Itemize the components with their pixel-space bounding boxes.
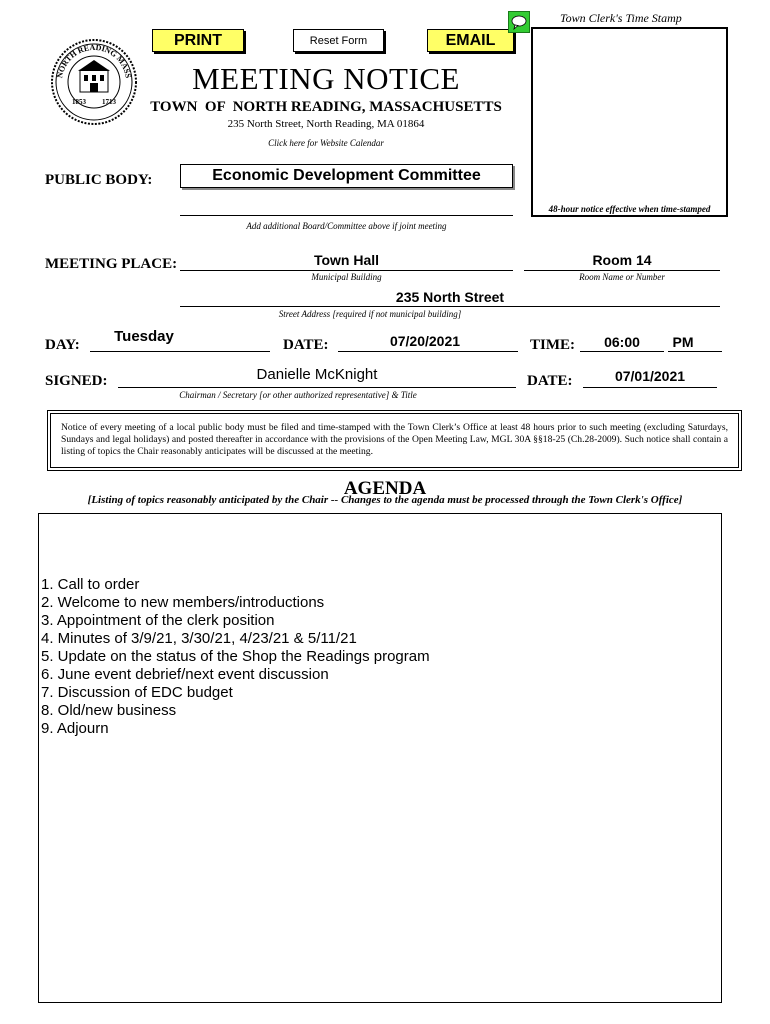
signed-date-label: DATE: xyxy=(527,373,573,389)
additional-body-hint: Add additional Board/Committee above if joint meeting xyxy=(246,221,447,231)
comment-icon[interactable] xyxy=(508,11,530,33)
page-title: MEETING NOTICE xyxy=(192,61,460,96)
town-seal xyxy=(50,38,138,126)
street-hint: Street Address [required if not municipal building] xyxy=(278,309,462,319)
room-field[interactable]: Room 14 xyxy=(592,252,652,268)
agenda-title: AGENDA xyxy=(343,478,427,499)
ampm-line xyxy=(668,351,722,352)
meeting-place-label: MEETING PLACE: xyxy=(45,256,178,272)
room-hint: Room Name or Number xyxy=(579,272,665,282)
time-field[interactable]: 06:00 xyxy=(604,334,640,350)
date-label: DATE: xyxy=(283,337,329,353)
print-button[interactable]: PRINT xyxy=(152,29,244,52)
day-field[interactable]: Tuesday xyxy=(114,328,174,345)
room-line xyxy=(524,270,720,271)
time-stamp-box xyxy=(531,27,728,217)
agenda-item: 9. Adjourn xyxy=(41,720,109,737)
public-body-field[interactable]: Economic Development Committee xyxy=(180,164,513,188)
website-calendar-link[interactable]: Click here for Website Calendar xyxy=(268,138,384,148)
signed-date-line xyxy=(583,387,717,388)
agenda-subtitle: [Listing of topics reasonably anticipated by the Chair -- Changes to the agenda must be processed through the Town Clerk's Office] xyxy=(87,494,683,506)
meeting-place-hint: Municipal Building xyxy=(311,272,382,282)
agenda-box[interactable] xyxy=(38,513,722,1003)
reset-form-button[interactable]: Reset Form xyxy=(293,29,384,52)
date-line xyxy=(338,351,518,352)
street-field[interactable]: 235 North Street xyxy=(395,289,505,305)
agenda-item: 2. Welcome to new members/introductions xyxy=(41,594,325,611)
public-body-label: PUBLIC BODY: xyxy=(45,172,153,188)
signed-label: SIGNED: xyxy=(45,373,108,389)
time-stamp-note: 48-hour notice effective when time-stamped xyxy=(548,204,711,214)
additional-body-line[interactable] xyxy=(180,215,513,216)
agenda-item: 5. Update on the status of the Shop the Readings program xyxy=(41,648,430,665)
meeting-place-field[interactable]: Town Hall xyxy=(313,252,380,268)
street-line xyxy=(180,306,720,307)
time-stamp-label: Town Clerk's Time Stamp xyxy=(560,11,682,25)
agenda-item: 3. Appointment of the clerk position xyxy=(41,612,275,629)
ampm-field[interactable]: PM xyxy=(672,334,694,350)
signed-line xyxy=(118,387,516,388)
town-address: 235 North Street, North Reading, MA 01864 xyxy=(227,118,425,130)
email-button[interactable]: EMAIL xyxy=(427,29,514,52)
time-line xyxy=(580,351,664,352)
agenda-item: 1. Call to order xyxy=(41,576,140,593)
signed-name-field[interactable]: Danielle McKnight xyxy=(256,366,378,383)
agenda-item: 7. Discussion of EDC budget xyxy=(41,684,233,701)
town-name: TOWN OF NORTH READING, MASSACHUSETTS xyxy=(150,99,502,115)
date-field[interactable]: 07/20/2021 xyxy=(389,333,461,349)
agenda-item: 6. June event debrief/next event discussion xyxy=(41,666,329,683)
agenda-item: 8. Old/new business xyxy=(41,702,177,719)
time-label: TIME: xyxy=(530,337,575,353)
svg-text:1853: 1853 xyxy=(72,98,86,106)
svg-text:NORTH READING MASS: NORTH READING MASS xyxy=(55,42,133,79)
day-line xyxy=(90,351,270,352)
notice-text: Notice of every meeting of a local public body must be filed and time-stamped with the Town Clerk’s Office at least 48 hours prior to such meeting (excluding Saturdays, Sundays and legal holidays) and posted thereafter in accordance with the provisions of the Open Meeting Law, MGL 30A §§18-25 (Ch.28-2009). Such notice shall contain a listing of topics the Chair reasonably anticipates will be discussed at the meeting. xyxy=(61,422,728,457)
agenda-item: 4. Minutes of 3/9/21, 3/30/21, 4/23/21 & 5/11/21 xyxy=(41,630,357,647)
day-label: DAY: xyxy=(45,337,80,353)
signed-hint: Chairman / Secretary [or other authorized representative] & Title xyxy=(179,390,417,400)
svg-text:1713: 1713 xyxy=(102,98,116,106)
place-line xyxy=(180,270,513,271)
signed-date-field[interactable]: 07/01/2021 xyxy=(614,368,686,384)
notice-box xyxy=(47,410,742,471)
agenda-list xyxy=(41,576,430,738)
